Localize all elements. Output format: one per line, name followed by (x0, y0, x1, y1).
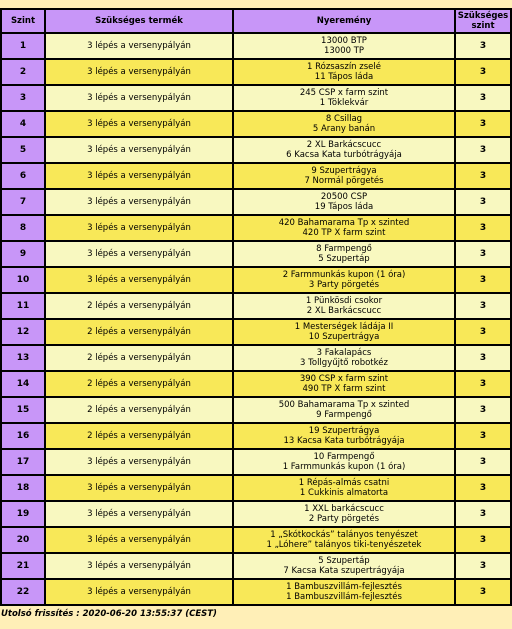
requirement-cell: 3 lépés a versenypályán (46, 216, 232, 240)
level-cell: 17 (2, 450, 44, 474)
table-header-row (2, 10, 510, 32)
prize-line: 1 Bambuszvillám-fejlesztés (286, 592, 402, 602)
requirement-cell: 3 lépés a versenypályán (46, 190, 232, 214)
prize-line: 1 „Lóhere” talányos tiki-tenyészetek (266, 540, 422, 550)
prize-line: 1 Bambuszvillám-fejlesztés (286, 582, 402, 592)
requirement-cell: 3 lépés a versenypályán (46, 112, 232, 136)
required-level-cell: 3 (456, 164, 510, 188)
prize-line: 3 Tollgyűjtő robotkéz (300, 358, 388, 368)
table-row (2, 580, 510, 604)
table-row (2, 502, 510, 526)
table-row (2, 372, 510, 396)
prize-line: 8 Csillag (325, 114, 363, 124)
prize-line: 1 Töklekvár (319, 98, 369, 108)
required-level-cell: 3 (456, 450, 510, 474)
level-cell: 20 (2, 528, 44, 552)
requirement-cell: 2 lépés a versenypályán (46, 398, 232, 422)
required-level-cell: 3 (456, 528, 510, 552)
prize-cell (234, 424, 454, 448)
level-cell: 14 (2, 372, 44, 396)
table-row (2, 138, 510, 162)
required-level-cell: 3 (456, 580, 510, 604)
prize-line: 11 Tápos láda (314, 72, 374, 82)
header-required-level (456, 10, 510, 32)
level-cell: 8 (2, 216, 44, 240)
requirement-cell: 3 lépés a versenypályán (46, 86, 232, 110)
required-level-cell: 3 (456, 372, 510, 396)
requirement-cell: 3 lépés a versenypályán (46, 268, 232, 292)
prize-line: 5 Szupertáp (318, 556, 370, 566)
prize-cell (234, 294, 454, 318)
prize-line: 13000 BTP (321, 36, 367, 46)
requirement-cell: 2 lépés a versenypályán (46, 372, 232, 396)
requirement-cell: 3 lépés a versenypályán (46, 580, 232, 604)
prize-line: 6 Kacsa Kata turbótrágyája (286, 150, 402, 160)
requirement-cell: 3 lépés a versenypályán (46, 60, 232, 84)
requirement-cell: 3 lépés a versenypályán (46, 476, 232, 500)
required-level-cell: 3 (456, 138, 510, 162)
table-row (2, 190, 510, 214)
level-cell: 5 (2, 138, 44, 162)
prize-line: 5 Arany banán (312, 124, 376, 134)
level-cell: 18 (2, 476, 44, 500)
prize-line: 1 Répás-almás csatni (298, 478, 390, 488)
header-required-item: Szükséges termék (46, 10, 232, 32)
prize-line: 1 Mesterségek ládája II (294, 322, 394, 332)
required-level-cell: 3 (456, 476, 510, 500)
required-level-cell: 3 (456, 34, 510, 58)
level-cell: 9 (2, 242, 44, 266)
table-row (2, 242, 510, 266)
requirement-cell: 2 lépés a versenypályán (46, 320, 232, 344)
table-row (2, 476, 510, 500)
prize-line: 1 „Skótkockás” talányos tenyészet (270, 530, 418, 540)
prize-line: 3 Party pörgetés (308, 280, 380, 290)
prize-line: 390 CSP x farm szint (299, 374, 389, 384)
prize-line: 2 XL Barkácscucc (306, 306, 382, 316)
prize-line: 19 Tápos láda (314, 202, 374, 212)
header-prize: Nyeremény (234, 10, 454, 32)
prize-line: 490 TP X farm szint (302, 384, 386, 394)
table-body (2, 34, 510, 604)
level-cell: 15 (2, 398, 44, 422)
prize-line: 8 Farmpengő (316, 244, 372, 254)
level-cell: 12 (2, 320, 44, 344)
prize-line: 500 Bahamarama Tp x szinted (278, 400, 410, 410)
prize-cell (234, 34, 454, 58)
prize-cell (234, 450, 454, 474)
level-cell: 13 (2, 346, 44, 370)
prize-line: 1 Rózsaszín zselé (307, 62, 381, 72)
required-level-cell: 3 (456, 294, 510, 318)
prize-cell (234, 320, 454, 344)
prize-cell (234, 580, 454, 604)
level-cell: 7 (2, 190, 44, 214)
prize-cell (234, 554, 454, 578)
prize-line: 7 Kacsa Kata szupertrágyája (283, 566, 405, 576)
prize-cell (234, 164, 454, 188)
required-level-cell: 3 (456, 86, 510, 110)
rewards-table (0, 8, 512, 606)
level-cell: 4 (2, 112, 44, 136)
table-row (2, 528, 510, 552)
prize-line: 420 TP X farm szint (302, 228, 386, 238)
prize-line: 1 Farmmunkás kupon (1 óra) (282, 462, 406, 472)
level-cell: 16 (2, 424, 44, 448)
required-level-cell: 3 (456, 398, 510, 422)
requirement-cell: 3 lépés a versenypályán (46, 34, 232, 58)
prize-line: 7 Normál pörgetés (304, 176, 384, 186)
prize-line: 9 Szupertrágya (311, 166, 377, 176)
level-cell: 10 (2, 268, 44, 292)
required-level-cell: 3 (456, 346, 510, 370)
required-level-cell: 3 (456, 242, 510, 266)
requirement-cell: 3 lépés a versenypályán (46, 164, 232, 188)
level-cell: 11 (2, 294, 44, 318)
last-updated: Utolsó frissítés : 2020-06-20 13:55:37 (CEST) (1, 609, 217, 619)
table-row (2, 164, 510, 188)
prize-cell (234, 86, 454, 110)
header-required-level-line2: szint (471, 21, 495, 31)
required-level-cell: 3 (456, 268, 510, 292)
requirement-cell: 3 lépés a versenypályán (46, 450, 232, 474)
table-row (2, 398, 510, 422)
table-row (2, 112, 510, 136)
level-cell: 2 (2, 60, 44, 84)
prize-line: 10 Farmpengő (313, 452, 375, 462)
table-row (2, 320, 510, 344)
requirement-cell: 3 lépés a versenypályán (46, 138, 232, 162)
prize-line: 2 Party pörgetés (308, 514, 380, 524)
prize-line: 2 Farmmunkás kupon (1 óra) (282, 270, 406, 280)
level-cell: 6 (2, 164, 44, 188)
prize-cell (234, 398, 454, 422)
table-row (2, 346, 510, 370)
requirement-cell: 2 lépés a versenypályán (46, 294, 232, 318)
table-row (2, 294, 510, 318)
required-level-cell: 3 (456, 320, 510, 344)
required-level-cell: 3 (456, 554, 510, 578)
level-cell: 19 (2, 502, 44, 526)
prize-line: 9 Farmpengő (316, 410, 372, 420)
requirement-cell: 3 lépés a versenypályán (46, 554, 232, 578)
prize-cell (234, 372, 454, 396)
level-cell: 3 (2, 86, 44, 110)
header-required-level-line1: Szükséges (457, 11, 509, 21)
prize-line: 420 Bahamarama Tp x szinted (278, 218, 410, 228)
prize-line: 13000 TP (323, 46, 365, 56)
required-level-cell: 3 (456, 424, 510, 448)
table-row (2, 216, 510, 240)
table-row (2, 450, 510, 474)
level-cell: 22 (2, 580, 44, 604)
prize-cell (234, 138, 454, 162)
requirement-cell: 2 lépés a versenypályán (46, 346, 232, 370)
table-row (2, 60, 510, 84)
level-cell: 21 (2, 554, 44, 578)
prize-cell (234, 190, 454, 214)
required-level-cell: 3 (456, 502, 510, 526)
prize-cell (234, 112, 454, 136)
table-row (2, 34, 510, 58)
level-cell: 1 (2, 34, 44, 58)
requirement-cell: 3 lépés a versenypályán (46, 242, 232, 266)
table-row (2, 86, 510, 110)
prize-cell (234, 268, 454, 292)
header-level: Szint (2, 10, 44, 32)
table-row (2, 268, 510, 292)
prize-cell (234, 346, 454, 370)
prize-line: 13 Kacsa Kata turbótrágyája (283, 436, 405, 446)
prize-cell (234, 216, 454, 240)
prize-line: 1 XXL barkácscucc (304, 504, 384, 514)
prize-line: 1 Cukkinis almatorta (299, 488, 389, 498)
prize-line: 3 Fakalapács (316, 348, 372, 358)
prize-cell (234, 502, 454, 526)
prize-line: 20500 CSP (320, 192, 368, 202)
prize-line: 19 Szupertrágya (308, 426, 380, 436)
prize-line: 5 Szupertáp (318, 254, 370, 264)
prize-line: 10 Szupertrágya (308, 332, 380, 342)
prize-line: 1 Pünkösdi csokor (305, 296, 383, 306)
requirement-cell: 3 lépés a versenypályán (46, 502, 232, 526)
prize-cell (234, 476, 454, 500)
requirement-cell: 2 lépés a versenypályán (46, 424, 232, 448)
prize-cell (234, 242, 454, 266)
required-level-cell: 3 (456, 112, 510, 136)
table-row (2, 424, 510, 448)
requirement-cell: 3 lépés a versenypályán (46, 528, 232, 552)
required-level-cell: 3 (456, 216, 510, 240)
prize-line: 245 CSP x farm szint (299, 88, 389, 98)
prize-cell (234, 60, 454, 84)
prize-cell (234, 528, 454, 552)
required-level-cell: 3 (456, 60, 510, 84)
required-level-cell: 3 (456, 190, 510, 214)
prize-line: 2 XL Barkácscucc (306, 140, 382, 150)
table-row (2, 554, 510, 578)
